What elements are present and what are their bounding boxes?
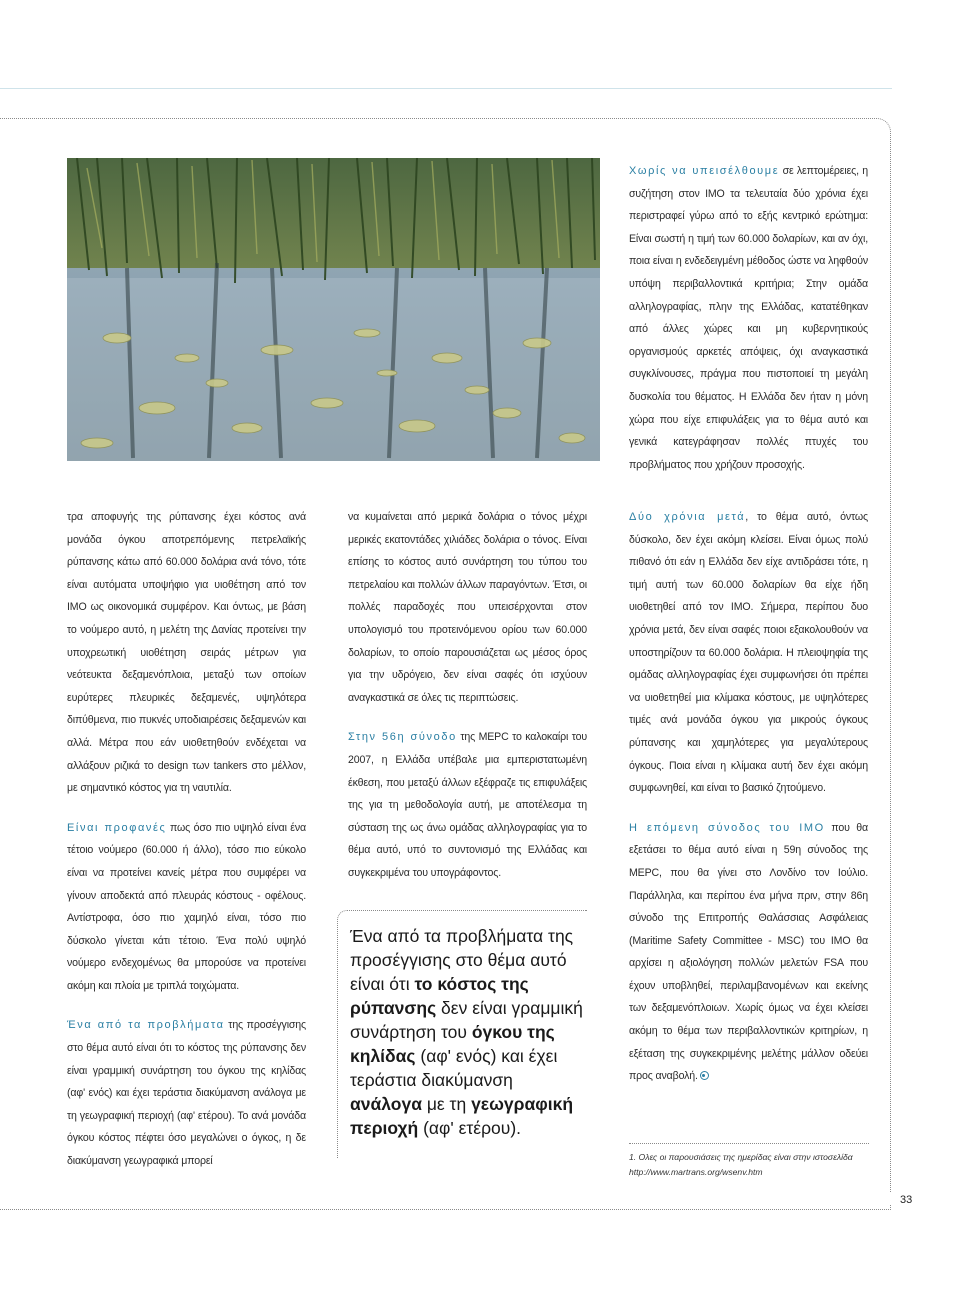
paragraph: να κυμαίνεται από μερικά δολάρια ο τόνος μέχρι μερικές εκατοντάδες χιλιάδες δολάρια ο τόνος. Είναι επίσης το κόστος αυτό συνάρτηση του τύπου του πετρελαίου και πολλών άλλων παραγόντων. Έτσι, οι πολλές παραδοχές που υπεισέρχονται στον υπολογισμό του προτεινόμενου ορίου των 60.000 δολαρίων, το οποίο παρουσιάζεται ως μέσος όρος για την υδρόγειο, δεν είναι σαφές ότι ισχύουν αναγκαστικά σε όλες τις περιπτώσεις. [348,511,587,704]
paragraph-text: της MEPC το καλοκαίρι του 2007, η Ελλάδα υπέβαλε μια εμπεριστατωμένη έκθεση, που μεταξύ άλλων εξέφραζε τις επιφυλάξεις της για τη μεθοδολογία αυτή, με αποτέλεσμα τη σύσταση της ως άνω ομάδας αλληλογραφίας για το θέμα αυτό, υπό το συντονισμό της Ελλάδας και συγκεκριμένα του υπογράφοντος. [348,731,587,879]
quote-text: με τη [421,1094,472,1114]
footnote-line: 1. Ολες οι παρουσιάσεις της ημερίδας είναι στην ιστοσελίδα [629,1152,853,1162]
paragraph: τρα αποφυγής της ρύπανσης έχει κόστος ανά μονάδα όγκου αποτρεπόμενης πετρελαϊκής ρύπανσης κάτω από 60.000 δολάρια ανά τόνο, τότε είναι αυτόματα υποψήφιο για υιοθέτηση από τον ΙΜΟ ως οικονομικά συμφέρον. Και όντως, με βάση το νούμερο αυτό, η μελέτη της Δανίας προτείνει την υποχρεωτική υιοθέτηση σειράς μέτρων για νεότευκτα δεξαμενόπλοια, μεταξύ των οποίων ευρύτερες πλευρικές δεξαμενές, υψηλότερα διπύθμενα, πιο πυκνές υποδιαιρέσεις δεξαμενών και αλλά. Μέτρα που εάν υιοθετηθούν ενδέχεται να αλλάξουν ριζικά το design των tankers στο μέλλον, με σημαντικό κόστος για τη ναυτιλία. [67,511,306,795]
header-rule [0,88,892,89]
quote-text: (αφ' ετέρου). [418,1118,522,1138]
quote-bold: γεωγραφική περιοχή [350,1094,574,1138]
quote-bold: όγκου της κηλίδας [350,1022,555,1066]
column-3-top [629,160,868,493]
lead-phrase: Η επόμενη σύνοδος του ΙΜΟ [629,821,825,834]
lead-phrase: Είναι προφανές [67,821,167,834]
paragraph-text: της προσέγγισης στο θέμα αυτό είναι ότι το κόστος της ρύπανσης δεν είναι γραμμική συνάρτηση του όγκου της κηλίδας (αφ' ενός) και έχει τεράστια διακύμανση ανάλογα με τη γεωγραφική περιοχή (αφ' ετέρου). Το ανά μονάδα όγκου κόστος πέφτει όσο μεγαλώνει ο όγκος, η δε διακύμανση γεωγραφικά μπορεί [67,1019,306,1168]
pond-image [67,158,600,461]
column-3 [629,506,868,1105]
quote-bold: το κόστος της ρύπανσης [350,974,529,1018]
quote-text: Ένα από τα προβλήματα της προσέγγισης στο θέμα αυτό είναι ότι [350,926,574,994]
paragraph-text: σε λεπτομέρειες, η συζήτηση στον ΙΜΟ τα τελευταία δύο χρόνια έχει περιστραφεί γύρω από το εξής κεντρικό ερώτημα: Είναι σωστή η τιμή των 60.000 δολαρίων, και αν όχι, ποια είναι η ενδεδειγμένη μέθοδος ώστε να ληφθούν υπόψη περιβαλλοντικά κριτήρια; Στην ομάδα αλληλογραφίας, πλην της Ελλάδας, κατατέθηκαν από άλλες χώρες και μη κυβερνητικούς οργανισμούς αρκετές απόψεις, όχι αναγκαστικά συγκλίνουσες, πράγμα που πιστοποιεί τη μεγάλη δυσκολία του θέματος. Η Ελλάδα δεν ήταν η μόνη χώρα που είχε επιφυλάξεις για το θέμα αυτό και γενικά κατεγράφησαν πολλές πτυχές του προβλήματος που χρήζουν προσοχής. [629,165,868,471]
lead-phrase: Χωρίς να υπεισέλθουμε [629,165,780,177]
quote-bold: ανάλογα [350,1094,422,1114]
end-of-article-icon [700,1071,709,1080]
quote-text: (αφ' ενός) και έχει τεράστια διακύμανση [350,1046,558,1090]
paragraph-text: , το θέμα αυτό, όντως δύσκολο, δεν έχει ακόμη κλείσει. Είναι όμως πολύ πιθανό ότι εάν η Ελλάδα δεν είχε αντιδράσει τότε, η τιμή αυτή των 60.000 δολαρίων θα είχε ήδη υιοθετηθεί από τον ΙΜΟ. Σήμερα, περίπου δυο χρόνια μετά, δεν είναι σαφές ποιοι εξακολουθούν να υποστηρίζουν τα 60.000 δολάρια. Η πλειοψηφία της ομάδας αλληλογραφίας έχει συμφωνήσει ότι πρέπει να υιοθετηθεί μια κλίμακα κόστους, με υψηλότερες τιμές ανά μονάδα όγκου για μικρούς όγκους ρύπανσης και χαμηλότερες για μεγαλύτερους όγκους. Ποια είναι η κλίμακα αυτή δεν έχει ακόμη συμφωνηθεί, και είναι το βασικό ζητούμενο. [629,511,868,795]
column-2 [348,506,587,902]
lead-phrase: Στην 56η σύνοδο [348,731,457,744]
lead-phrase: Ένα από τα προβλήματα [67,1019,225,1032]
quote-text: δεν είναι γραμμική συνάρτηση του [350,998,583,1042]
pond-photo [67,158,600,461]
footnote-url[interactable]: http://www.martrans.org/wsenv.htm [629,1167,763,1177]
page-number: 33 [900,1194,913,1206]
footnote [629,1150,879,1180]
pull-quote [337,910,587,1158]
paragraph-text: πως όσο πιο υψηλό είναι ένα τέτοιο νούμερο (60.000 ή άλλο), τόσο πιο εύκολο είναι να προτείνει κανείς μέτρα που συμφέρει να γίνουν αποδεκτά από πλευράς κόστους - οφέλους. Αντίστροφα, όσο πιο χαμηλό είναι, τόσο πιο δύσκολο γίνεται κάτι τέτοιο. Ένα πολύ υψηλό νούμερο ενδεχομένως θα μπορούσε να προτείνει ακόμη και πλοία με τριπλά τοιχώματα. [67,821,307,992]
footnote-rule [629,1143,869,1144]
column-1 [67,506,306,1190]
frame-notch [884,1192,894,1204]
paragraph-text: που θα εξετάσει το θέμα αυτό είναι η 59η σύνοδος της MEPC, που θα γίνει στο Λονδίνο τον Ιούλιο. Παράλληλα, και περίπου ένα μήνα πριν, στην 86η σύνοδο της Επιτροπής Θαλάσσιας Ασφάλειας (Maritime Safety Committee - MSC) του ΙΜΟ θα αρχίσει η αξιολόγηση πολλών μελετών FSA που έχουν υποβληθεί, περιλαμβανομένων και εκείνης των δεξαμενόπλοιων. Χωρίς όμως να έχει κλείσει ακόμη το θέμα των περιβαλλοντικών κριτηρίων, η εξέταση της συγκεκριμένης μελέτης μάλλον οδεύει προς αναβολή. [629,821,868,1083]
lead-phrase: Δύο χρόνια μετά [629,511,746,523]
